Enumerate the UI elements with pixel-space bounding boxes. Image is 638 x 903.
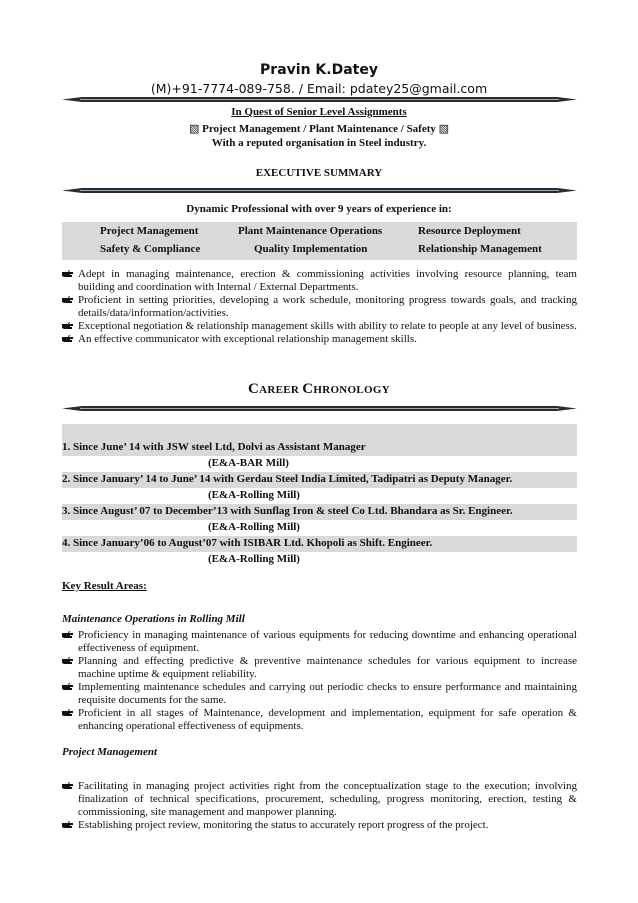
list-item: Exceptional negotiation & relationship management skills with ability to relate to people at any level of business. <box>62 320 577 333</box>
summary-bullet-list <box>62 268 577 346</box>
contact-info: (M)+91-7774-089-758. / Email: pdatey25@gmail.com <box>150 81 488 96</box>
pointing-hand-icon <box>62 683 74 692</box>
decorative-divider <box>62 405 577 412</box>
table-row: 3. Since August’ 07 to December’13 with Sunflag Iron & steel Co Ltd. Bhandara as Sr. Engineer. <box>62 504 577 520</box>
objective-industry: With a reputed organisation in Steel industry. <box>211 137 427 149</box>
bowtie-icon: ▧ <box>438 123 450 135</box>
skills-row <box>62 241 577 259</box>
skill-cell: Plant Maintenance Operations <box>238 225 383 237</box>
skill-cell: Project Management <box>100 225 199 237</box>
list-item: Implementing maintenance schedules and carrying out periodic checks to ensure performance and maintaining requisite documents for the same. <box>62 681 577 707</box>
objective-heading: In Quest of Senior Level Assignments <box>231 106 407 118</box>
table-row: (E&A-Rolling Mill) <box>208 521 300 533</box>
skills-table <box>62 222 577 260</box>
bowtie-icon: ▧ <box>188 123 200 135</box>
pointing-hand-icon <box>62 631 74 640</box>
career-table <box>62 424 577 568</box>
pointing-hand-icon <box>62 657 74 666</box>
career-chronology-title: CAREER CHRONOLOGY <box>248 381 390 397</box>
pointing-hand-icon <box>62 270 74 279</box>
pointing-hand-icon <box>62 322 74 331</box>
candidate-name: Pravin K.Datey <box>260 62 378 78</box>
maintenance-bullet-list <box>62 629 577 733</box>
skills-row <box>62 223 577 241</box>
pointing-hand-icon <box>62 709 74 718</box>
list-item: An effective communicator with exceptional relationship management skills. <box>62 333 577 346</box>
table-row: (E&A-BAR Mill) <box>208 457 289 469</box>
project-bullet-list <box>62 780 577 832</box>
list-item: Planning and effecting predictive & preventive maintenance schedules for various equipment to increase machine uptime & equipment reliability. <box>62 655 577 681</box>
list-item: Proficiency in managing maintenance of various equipments for reducing downtime and enhancing operational effectiveness of equipment. <box>62 629 577 655</box>
pointing-hand-icon <box>62 821 74 830</box>
table-row: 2. Since January’ 14 to June’ 14 with Gerdau Steel India Limited, Tadipatri as Deputy Manager. <box>62 472 577 488</box>
table-row: 4. Since January’06 to August’07 with ISIBAR Ltd. Khopoli as Shift. Engineer. <box>62 536 577 552</box>
maintenance-subheading: Maintenance Operations in Rolling Mill <box>62 613 245 625</box>
pointing-hand-icon <box>62 335 74 344</box>
table-row <box>62 424 577 440</box>
skill-cell: Safety & Compliance <box>100 243 201 255</box>
table-row: (E&A-Rolling Mill) <box>208 553 300 565</box>
project-management-subheading: Project Management <box>62 746 158 758</box>
pointing-hand-icon <box>62 782 74 791</box>
list-item: Establishing project review, monitoring the status to accurately report progress of the project. <box>62 819 577 832</box>
table-row: 1. Since June’ 14 with JSW steel Ltd, Dolvi as Assistant Manager <box>62 440 577 456</box>
list-item: Proficient in setting priorities, developing a work schedule, monitoring progress towards goals, and tracking details/data/information/activities. <box>62 294 577 320</box>
list-item: Facilitating in managing project activities right from the conceptualization stage to the execution; involving finalization of technical specifications, procurement, scheduling, progress monitoring, erection, testing & commissioning, site management and manpower planning. <box>62 780 577 819</box>
experience-tagline: Dynamic Professional with over 9 years of experience in: <box>186 203 452 215</box>
pointing-hand-icon <box>62 296 74 305</box>
decorative-divider <box>62 187 577 194</box>
skill-cell: Resource Deployment <box>418 225 521 237</box>
list-item: Proficient in all stages of Maintenance, development and implementation, equipment for safe operation & enhancing operational effectiveness of equipments. <box>62 707 577 733</box>
executive-summary-title: EXECUTIVE SUMMARY <box>255 167 383 179</box>
objective-focus: ▧ Project Management / Plant Maintenance / Safety ▧ <box>188 123 450 135</box>
decorative-divider <box>62 96 577 103</box>
table-row: (E&A-Rolling Mill) <box>208 489 300 501</box>
list-item: Adept in managing maintenance, erection & commissioning activities involving resource planning, team building and coordination with Internal / External Departments. <box>62 268 577 294</box>
skill-cell: Quality Implementation <box>254 243 368 255</box>
skill-cell: Relationship Management <box>418 243 542 255</box>
kra-heading: Key Result Areas: <box>62 580 147 592</box>
